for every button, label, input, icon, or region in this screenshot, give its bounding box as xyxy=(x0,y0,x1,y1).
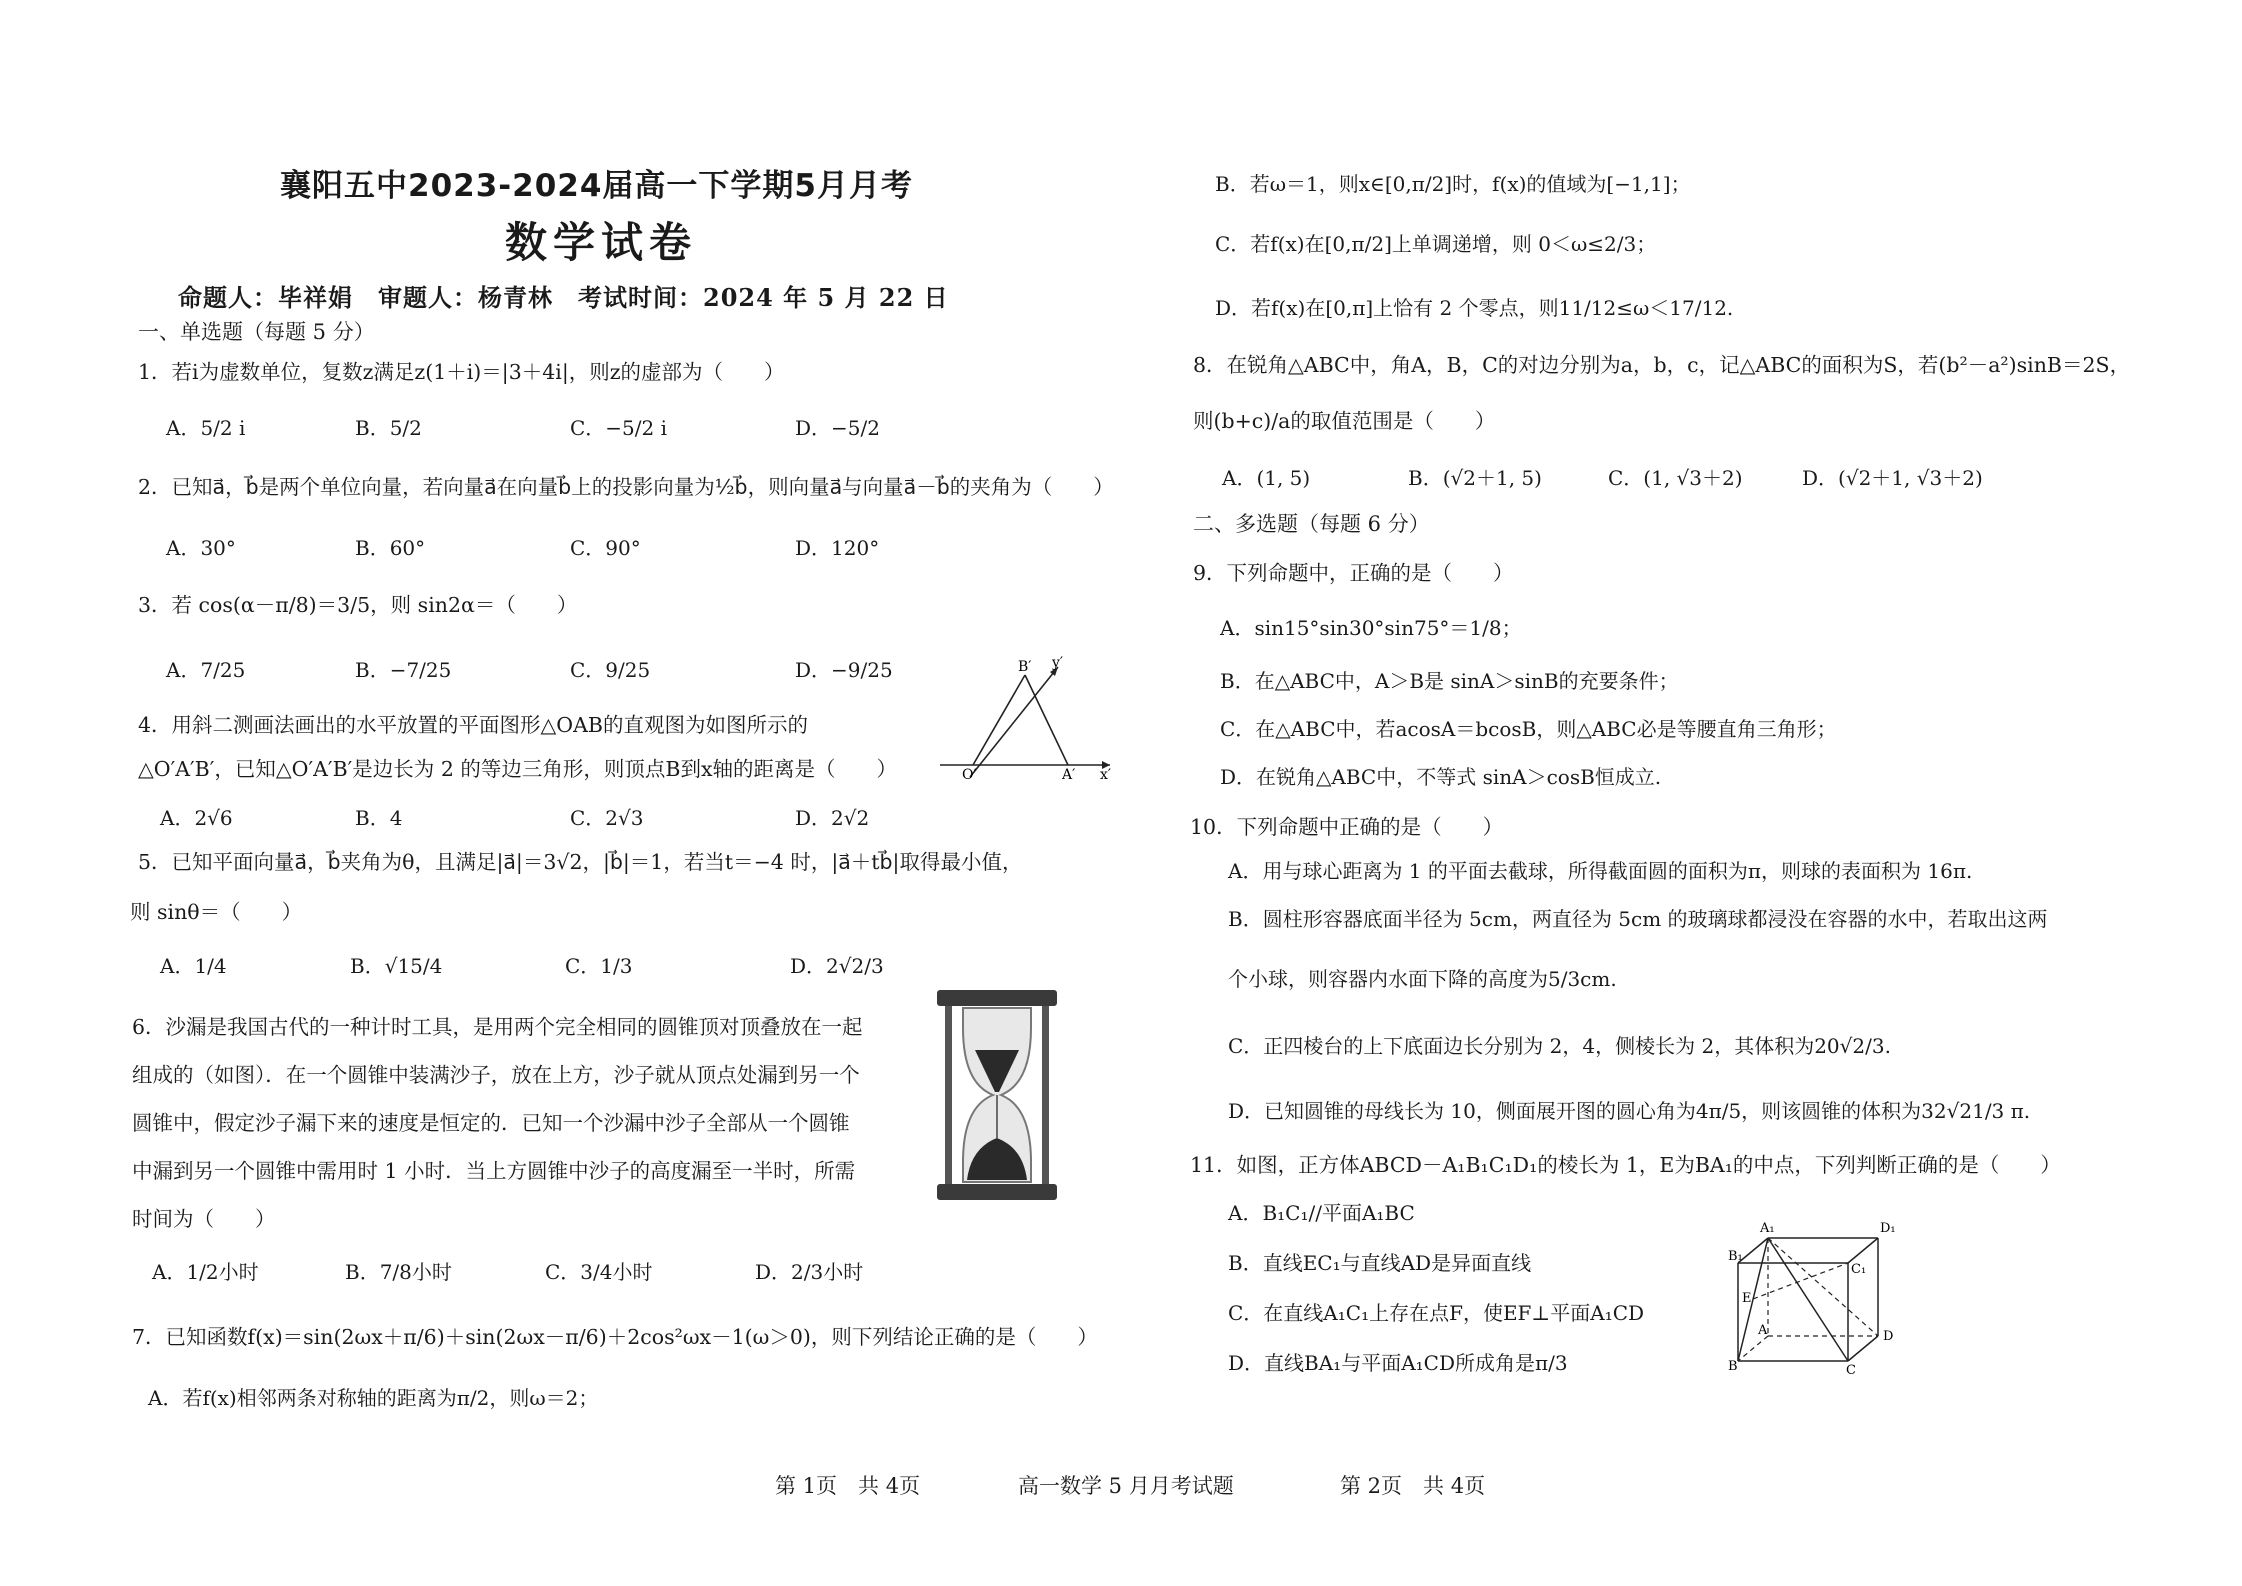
section-multi-choice: 二、多选题（每题 6 分） xyxy=(1193,512,1430,536)
cube-label-c1: C₁ xyxy=(1851,1262,1867,1277)
q4-label-a: A′ xyxy=(1062,767,1076,780)
q5-option-b: B．√15/4 xyxy=(350,954,443,978)
q8-option-b: B．(√2＋1, 5) xyxy=(1408,466,1542,490)
q6-line3: 圆锥中，假定沙子漏下来的速度是恒定的．已知一个沙漏中沙子全部从一个圆锥 xyxy=(132,1111,850,1135)
q10-option-b-line2: 个小球，则容器内水面下降的高度为5/3cm. xyxy=(1228,967,1617,991)
q4-label-x: x′ xyxy=(1100,767,1112,780)
q3-stem: 3．若 cos(α－π/8)＝3/5，则 sin2α＝（ ） xyxy=(138,593,578,617)
section-single-choice: 一、单选题（每题 5 分） xyxy=(138,320,375,344)
q1-option-b: B．5/2 xyxy=(355,416,422,440)
exam-meta: 命题人：毕祥娟 审题人：杨青林 考试时间：2024 年 5 月 22 日 xyxy=(178,283,949,312)
q7-stem: 7．已知函数f(x)＝sin(2ωx＋π/6)＋sin(2ωx－π/6)＋2cos²ωx－1(ω＞0)，则下列结论正确的是（ ） xyxy=(132,1325,1098,1349)
q9-stem: 9．下列命题中，正确的是（ ） xyxy=(1193,561,1514,585)
cube-label-b1: B₁ xyxy=(1728,1249,1743,1264)
q8-stem-line2: 则(b+c)/a的取值范围是（ ） xyxy=(1193,409,1496,433)
q5-stem-line1: 5．已知平面向量a⃗，b⃗夹角为θ，且满足|a⃗|＝3√2，|b⃗|＝1，若当t＝−4 时，|a⃗＋tb⃗|取得最小值， xyxy=(138,850,1023,874)
footer-exam-name: 高一数学 5 月月考试题 xyxy=(1018,1474,1234,1498)
q5-option-c: C．1/3 xyxy=(565,954,633,978)
footer-page-left: 第 1页 共 4页 xyxy=(775,1474,921,1498)
q8-stem-line1: 8．在锐角△ABC中，角A，B，C的对边分别为a，b，c，记△ABC的面积为S，若(b²－a²)sinB＝2S， xyxy=(1193,353,2131,377)
q9-option-a: A．sin15°sin30°sin75°＝1/8； xyxy=(1220,616,1522,640)
q6-line5: 时间为（ ） xyxy=(132,1207,276,1231)
q11-option-d: D．直线BA₁与平面A₁CD所成角是π/3 xyxy=(1228,1351,1568,1375)
q2-option-d: D．120° xyxy=(795,536,880,560)
q9-option-b: B．在△ABC中，A＞B是 sinA＞sinB的充要条件； xyxy=(1220,669,1679,693)
q8-option-c: C．(1, √3＋2) xyxy=(1608,466,1743,490)
q8-option-d: D．(√2＋1, √3＋2) xyxy=(1802,466,1983,490)
hourglass-figure xyxy=(935,988,1060,1203)
q4-oblique-triangle-figure xyxy=(940,655,1115,780)
q10-stem: 10．下列命题中正确的是（ ） xyxy=(1190,815,1504,839)
q11-option-a: A．B₁C₁//平面A₁BC xyxy=(1228,1201,1415,1225)
q7-option-a: A．若f(x)相邻两条对称轴的距离为π/2，则ω＝2； xyxy=(148,1386,599,1410)
cube-label-b: B xyxy=(1728,1359,1738,1374)
q9-option-c: C．在△ABC中，若acosA＝bcosB，则△ABC必是等腰直角三角形； xyxy=(1220,717,1837,741)
q4-label-o: O′ xyxy=(962,767,977,780)
q6-option-b: B．7/8小时 xyxy=(345,1260,452,1284)
q11-option-c: C．在直线A₁C₁上存在点F，使EF⊥平面A₁CD xyxy=(1228,1301,1645,1325)
q6-option-c: C．3/4小时 xyxy=(545,1260,653,1284)
q4-stem-line1: 4．用斜二测画法画出的水平放置的平面图形△OAB的直观图为如图所示的 xyxy=(138,713,808,737)
q10-option-c: C．正四棱台的上下底面边长分别为 2，4，侧棱长为 2，其体积为20√2/3. xyxy=(1228,1034,1891,1058)
q4-option-c: C．2√3 xyxy=(570,806,644,830)
q1-option-c: C．−5/2 i xyxy=(570,416,668,440)
footer-page-right: 第 2页 共 4页 xyxy=(1340,1474,1486,1498)
q11-stem: 11．如图，正方体ABCD－A₁B₁C₁D₁的棱长为 1，E为BA₁的中点，下列判断正确的是（ ） xyxy=(1190,1153,2061,1177)
q3-option-c: C．9/25 xyxy=(570,658,651,682)
q4-option-d: D．2√2 xyxy=(795,806,870,830)
q7-option-d: D．若f(x)在[0,π]上恰有 2 个零点，则11/12≤ω＜17/12. xyxy=(1215,296,1734,320)
q5-stem-line2: 则 sinθ＝（ ） xyxy=(130,900,303,924)
q11-option-b: B．直线EC₁与直线AD是异面直线 xyxy=(1228,1251,1532,1275)
q3-option-b: B．−7/25 xyxy=(355,658,452,682)
right-page xyxy=(1180,0,2242,1586)
q11-cube-figure xyxy=(1728,1218,1903,1378)
q3-option-d: D．−9/25 xyxy=(795,658,893,682)
exam-subtitle: 数学试卷 xyxy=(505,218,698,267)
q1-option-d: D．−5/2 xyxy=(795,416,880,440)
q10-option-d: D．已知圆锥的母线长为 10，侧面展开图的圆心角为4π/5，则该圆锥的体积为32√21/3 π. xyxy=(1228,1099,2031,1123)
q10-option-b-line1: B．圆柱形容器底面半径为 5cm，两直径为 5cm 的玻璃球都浸没在容器的水中，若取出这两 xyxy=(1228,907,2048,931)
q7-option-b: B．若ω＝1，则x∈[0,π/2]时，f(x)的值域为[−1,1]； xyxy=(1215,172,1691,196)
q9-option-d: D．在锐角△ABC中，不等式 sinA＞cosB恒成立. xyxy=(1220,765,1662,789)
q1-option-a: A．5/2 i xyxy=(166,416,246,440)
q6-line2: 组成的（如图）．在一个圆锥中装满沙子，放在上方，沙子就从顶点处漏到另一个 xyxy=(132,1063,860,1087)
q6-line1: 6．沙漏是我国古代的一种计时工具，是用两个完全相同的圆锥顶对顶叠放在一起 xyxy=(132,1015,863,1039)
cube-label-a1: A₁ xyxy=(1760,1221,1775,1236)
q10-option-a: A．用与球心距离为 1 的平面去截球，所得截面圆的面积为π，则球的表面积为 16π. xyxy=(1228,859,1973,883)
q2-option-c: C．90° xyxy=(570,536,641,560)
q8-option-a: A．(1, 5) xyxy=(1222,466,1311,490)
q6-option-a: A．1/2小时 xyxy=(152,1260,259,1284)
cube-label-a: A xyxy=(1758,1323,1768,1338)
q7-option-c: C．若f(x)在[0,π/2]上单调递增，则 0＜ω≤2/3； xyxy=(1215,232,1657,256)
exam-title: 襄阳五中2023-2024届高一下学期5月月考 xyxy=(280,168,913,204)
q6-option-d: D．2/3小时 xyxy=(755,1260,864,1284)
cube-label-d: D xyxy=(1883,1329,1894,1344)
q4-label-b: B′ xyxy=(1018,659,1032,675)
q6-line4: 中漏到另一个圆锥中需用时 1 小时．当上方圆锥中沙子的高度漏至一半时，所需 xyxy=(132,1159,856,1183)
q1-stem: 1．若i为虚数单位，复数z满足z(1＋i)＝|3＋4i|，则z的虚部为（ ） xyxy=(138,360,785,384)
q3-option-a: A．7/25 xyxy=(166,658,246,682)
q4-option-b: B．4 xyxy=(355,806,403,830)
q4-label-y: y′ xyxy=(1052,655,1064,671)
cube-label-e: E xyxy=(1742,1291,1752,1306)
q2-option-a: A．30° xyxy=(166,536,236,560)
cube-label-d1: D₁ xyxy=(1880,1221,1896,1236)
q2-option-b: B．60° xyxy=(355,536,426,560)
q5-option-a: A．1/4 xyxy=(160,954,227,978)
q4-stem-line2: △O′A′B′，已知△O′A′B′是边长为 2 的等边三角形，则顶点B到x轴的距离是（ ） xyxy=(138,757,898,781)
cube-label-c: C xyxy=(1846,1363,1856,1378)
q2-stem: 2．已知a⃗，b⃗是两个单位向量，若向量a⃗在向量b⃗上的投影向量为½b⃗，则向量a⃗与向量a⃗－b⃗的夹角为（ ） xyxy=(138,475,1114,499)
q4-option-a: A．2√6 xyxy=(160,806,233,830)
q5-option-d: D．2√2/3 xyxy=(790,954,884,978)
